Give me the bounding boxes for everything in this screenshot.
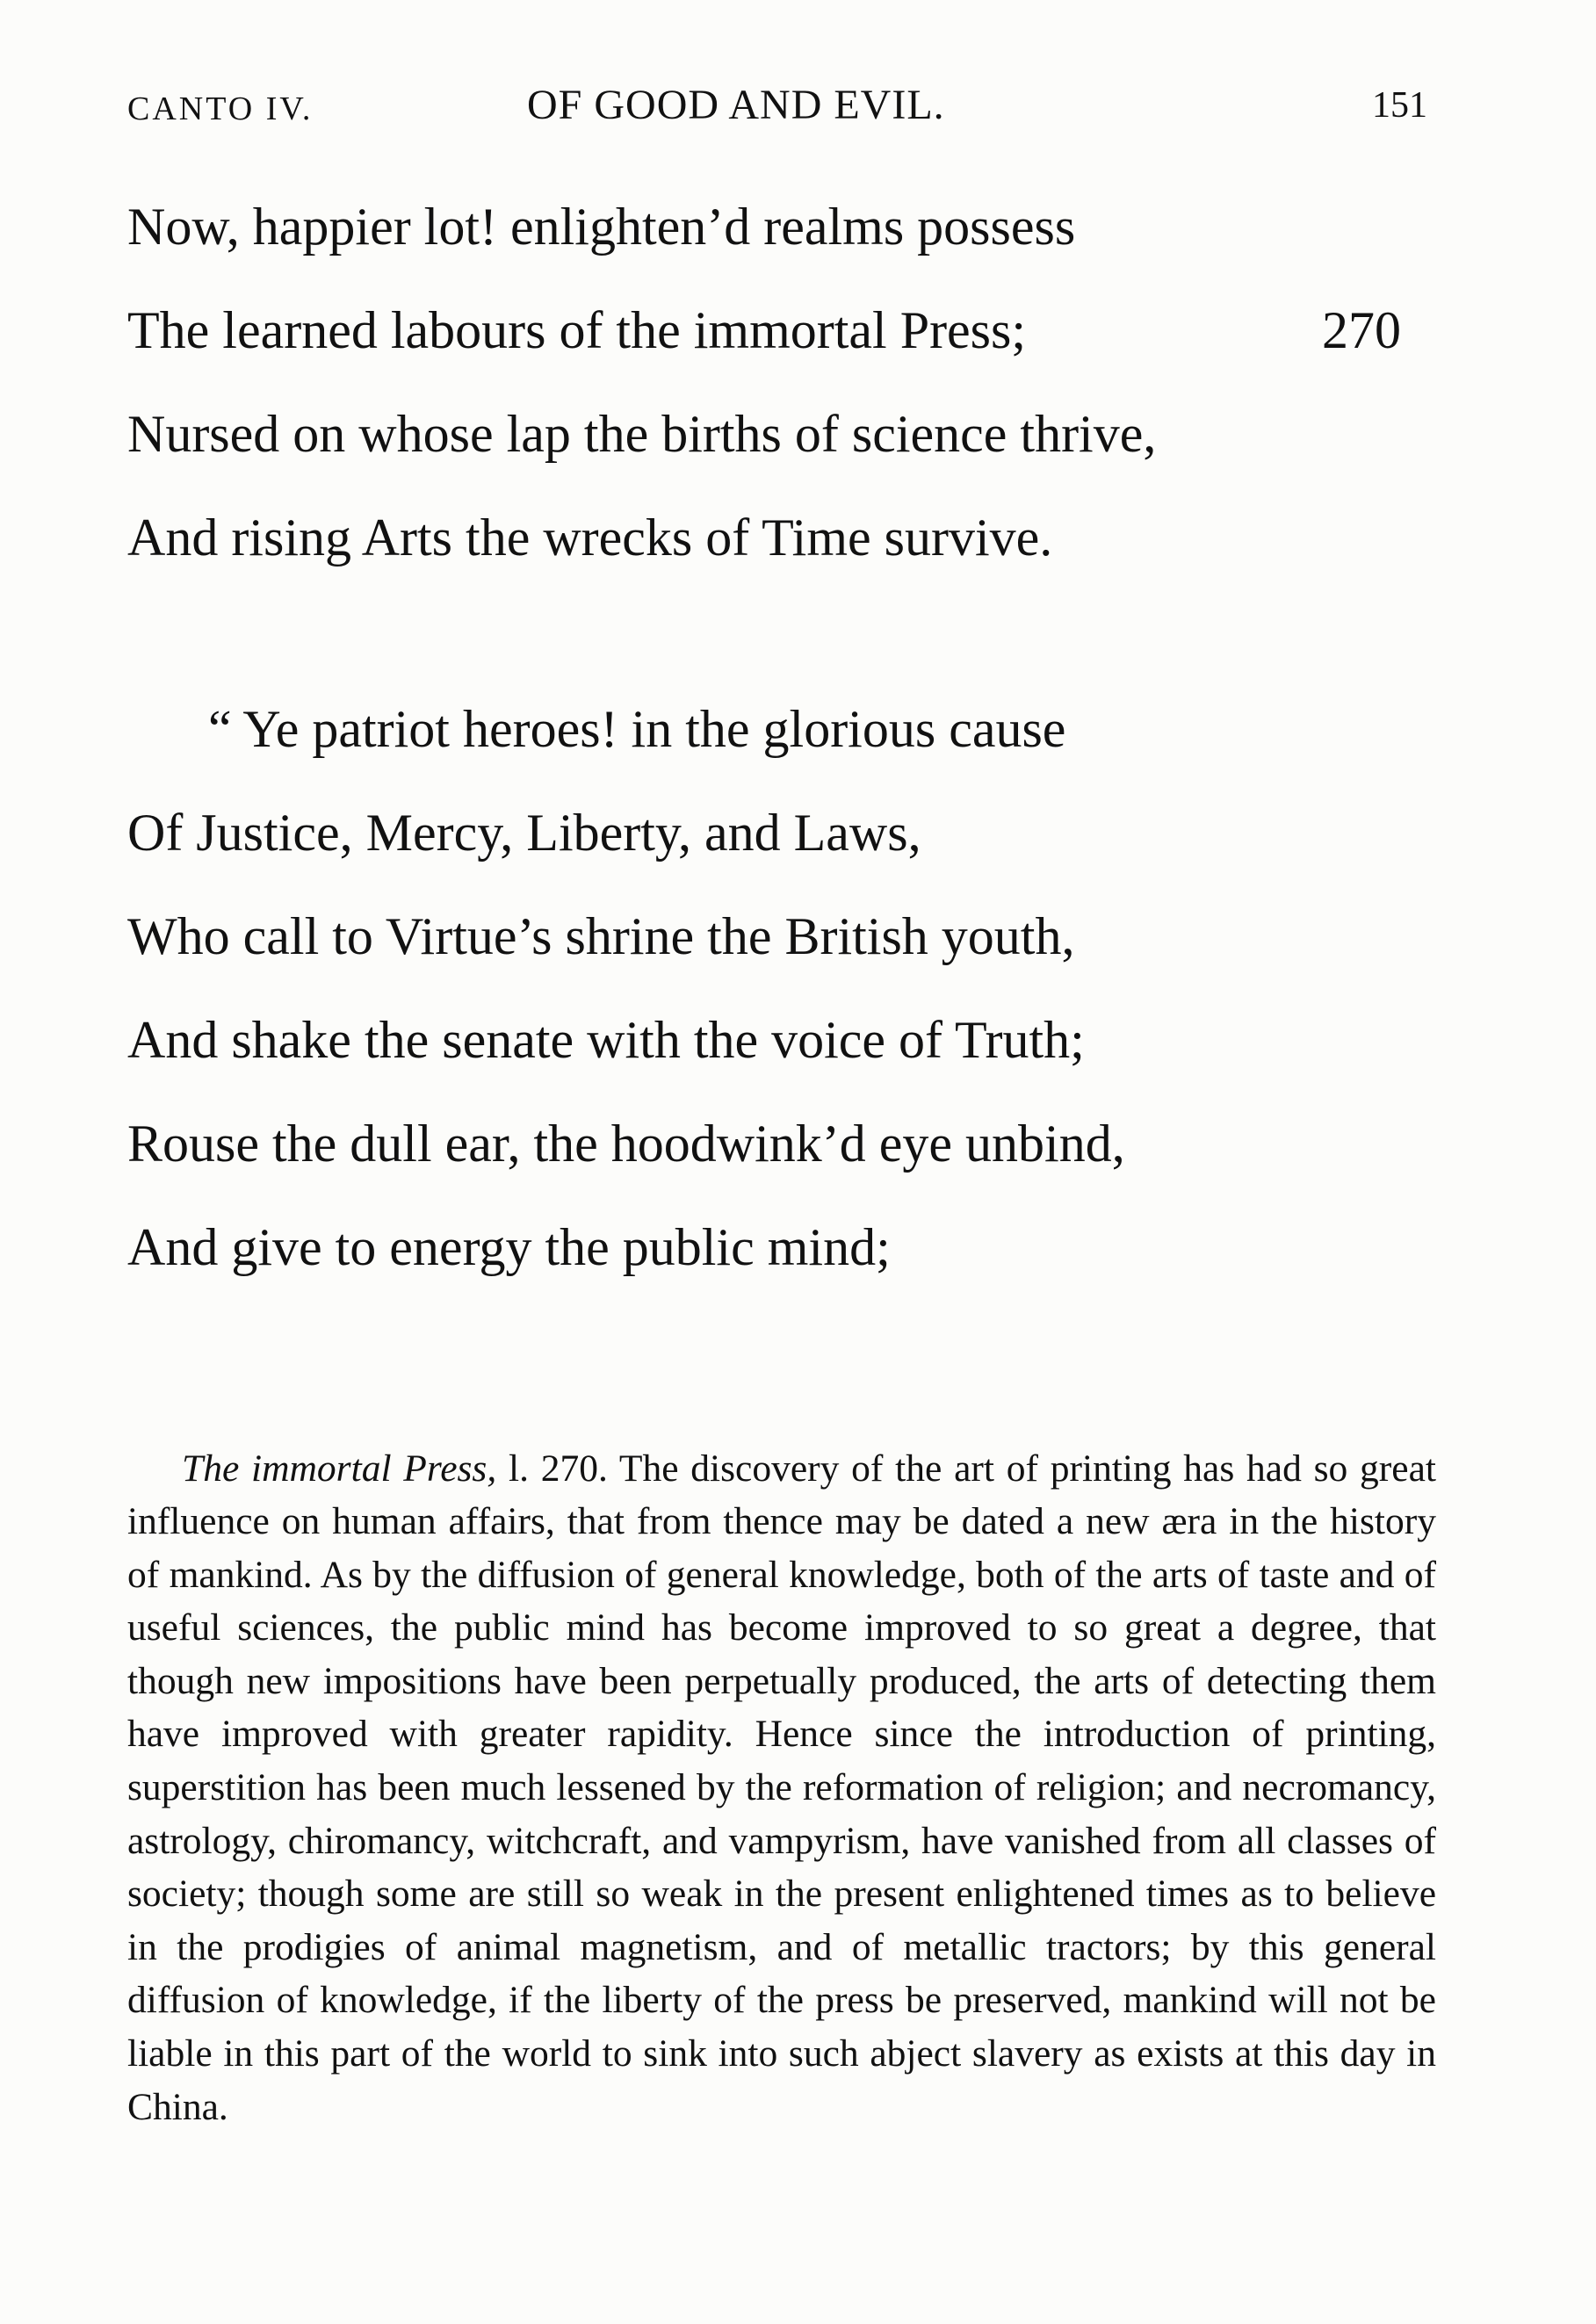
verse-line: [127, 798, 1471, 901]
verse-line-text: And rising Arts the wrecks of Time survive.: [127, 509, 1053, 567]
verse-line: [127, 191, 1471, 295]
verse-line: [127, 295, 1471, 399]
running-header: [0, 81, 1596, 134]
verse-line-text: And shake the senate with the voice of Truth;: [127, 1011, 1085, 1069]
page-number: 151: [1372, 85, 1427, 126]
verse-line: [127, 399, 1471, 502]
footnote: [127, 1442, 1436, 2134]
verse-line-text: Now, happier lot! enlighten’d realms possess: [127, 198, 1076, 256]
footnote-title: The immortal Press,: [182, 1447, 497, 1490]
verse-line-text: Nursed on whose lap the births of science thrive,: [127, 405, 1157, 463]
verse-line: [127, 694, 1471, 798]
footnote-reference: l. 270.: [496, 1447, 608, 1490]
verse-line: [127, 901, 1471, 1005]
verse-line: [127, 1212, 1471, 1316]
verse-line-text: The learned labours of the immortal Press;: [127, 301, 1027, 359]
footnote-body: The discovery of the art of printing has had so great influence on human affairs, that from thence may be dated a new æra in the history of mankind. As by the diffusion of general knowledge, both of the arts of taste and of useful sciences, the public mind has become improved to so great a degree, that though new impositions have been perpetually produced, the arts of detecting them have improved with greater rapidity. Hence since the introduction of printing, superstition has been much lessened by the reformation of religion; and necromancy, astrology, chiromancy, witchcraft, and vampyrism, have vanished from all classes of society; though some are still so weak in the present enlightened times as to believe in the prodigies of animal magnetism, and of metallic tractors; by this general diffusion of knowledge, if the liberty of the press be preserved, mankind will not be liable in this part of the world to sink into such abject slavery as exists at this day in China.: [127, 1447, 1436, 2128]
verse-line: [127, 1005, 1471, 1108]
verse-line: [127, 1108, 1471, 1212]
stanza-1: [127, 191, 1471, 606]
verse-line-text: Rouse the dull ear, the hoodwink’d eye unbind,: [127, 1115, 1125, 1173]
verse-line-text: Of Justice, Mercy, Liberty, and Laws,: [127, 804, 921, 862]
line-number: 270: [1322, 301, 1401, 359]
verse-line-text: And give to energy the public mind;: [127, 1218, 891, 1276]
verse-line: [127, 502, 1471, 606]
verse-line-text: Who call to Virtue’s shrine the British youth,: [127, 907, 1075, 965]
canto-label: CANTO IV.: [127, 90, 314, 127]
page-title: OF GOOD AND EVIL.: [527, 82, 945, 128]
stanza-2: [127, 694, 1471, 1316]
verse-line-text: “ Ye patriot heroes! in the glorious cause: [208, 700, 1066, 758]
